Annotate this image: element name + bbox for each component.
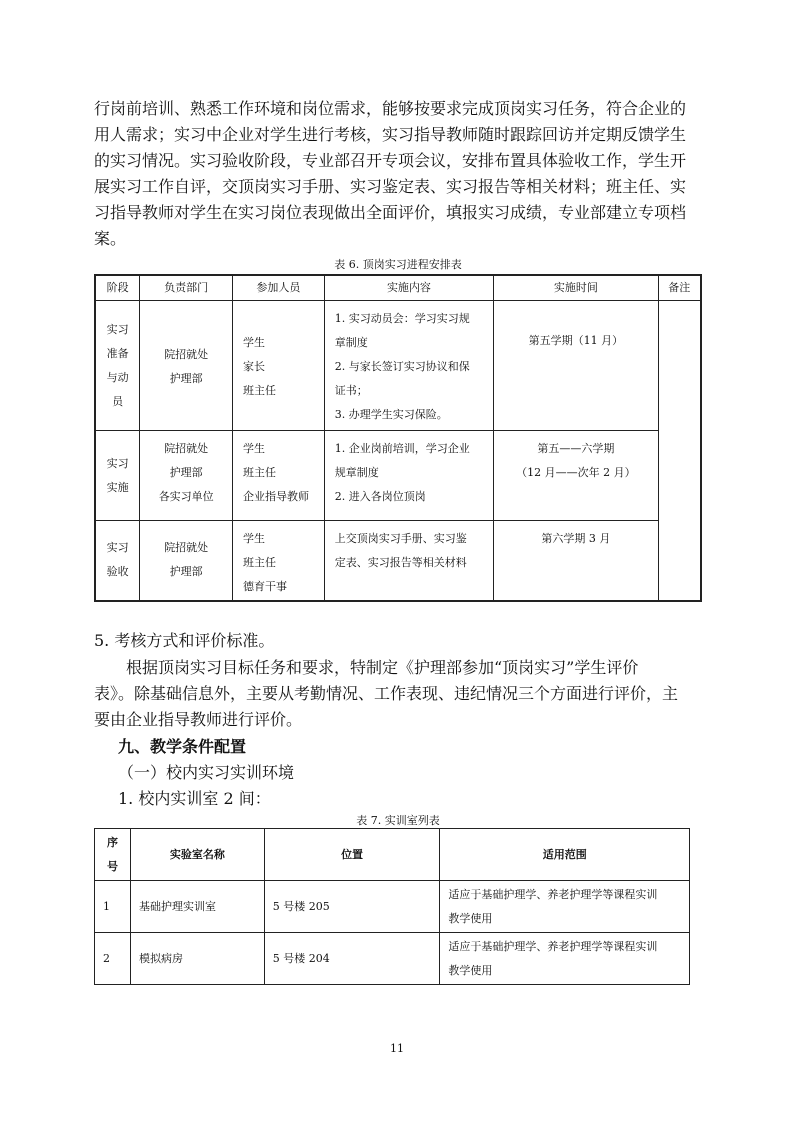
- people-text: 学生: [243, 442, 266, 455]
- dept-text: 院招就处: [164, 541, 209, 555]
- header-dept: 负责部门: [140, 275, 233, 301]
- stage-text: 与动: [106, 370, 129, 384]
- content-text: 上交顶岗实习手册、实习鉴: [334, 532, 467, 545]
- time-cell: [494, 301, 658, 431]
- row-scope: [440, 881, 690, 933]
- time-text: （12 月——次年 2 月）: [516, 466, 636, 479]
- dept-text: 护理部: [169, 466, 203, 479]
- table6-caption: 表 6. 顶岗实习进程安排表: [334, 258, 462, 271]
- table-row: [95, 881, 690, 933]
- header-no-text: 序: [106, 835, 118, 849]
- people-cell: [233, 301, 325, 431]
- heading-9-1-1: 1. 校内实训室 2 间：: [118, 789, 271, 808]
- content-text: 定表、实习报告等相关材料: [334, 556, 467, 569]
- section5-title: 5. 考核方式和评价标准。: [94, 631, 275, 650]
- row-no: 2: [95, 933, 131, 985]
- time-cell: [494, 431, 658, 521]
- stage-cell: [95, 431, 140, 521]
- people-text: 学生: [243, 532, 266, 545]
- people-cell: [233, 521, 325, 601]
- content-text: 证书；: [334, 384, 368, 397]
- table-row: [95, 431, 701, 521]
- content-text: 规章制度: [334, 466, 379, 479]
- notes-cell: [658, 301, 701, 601]
- intro-line: 行岗前培训、熟悉工作环境和岗位需求，能够按要求完成顶岗实习任务，符合企业的: [94, 99, 687, 118]
- heading-9-1: （一）校内实习实训环境: [118, 763, 295, 782]
- dept-text: 护理部: [169, 565, 203, 579]
- people-text: 班主任: [243, 384, 277, 397]
- table-header-row: [95, 275, 701, 301]
- scope-text: 适应于基础护理学、养老护理学等课程实训: [448, 887, 658, 901]
- table-row: [95, 933, 690, 985]
- intro-line: 用人需求；实习中企业对学生进行考核，实习指导教师随时跟踪回访并定期反馈学生: [94, 125, 687, 144]
- stage-text: 员: [112, 394, 124, 408]
- header-no: [95, 829, 131, 881]
- row-name: 模拟病房: [130, 933, 264, 985]
- content-cell: [324, 521, 493, 601]
- stage-text: 验收: [106, 565, 129, 579]
- header-notes: 备注: [658, 275, 701, 301]
- time-cell: [494, 521, 658, 601]
- stage-text: 实施: [106, 480, 129, 494]
- section5-line: 表》。除基础信息外，主要从考勤情况、工作表现、违纪情况三个方面进行评价，主: [94, 684, 679, 703]
- dept-text: 院招就处: [164, 348, 209, 361]
- schedule-table: [94, 274, 702, 602]
- scope-text: 教学使用: [448, 911, 493, 925]
- header-no-text: 号: [106, 859, 118, 873]
- row-name: 基础护理实训室: [130, 881, 264, 933]
- page-number: 11: [390, 1042, 404, 1055]
- row-no: 1: [95, 881, 131, 933]
- header-scope: 适用范围: [440, 829, 690, 881]
- stage-cell: [95, 301, 140, 431]
- row-scope: [440, 933, 690, 985]
- table-row: [95, 521, 701, 601]
- intro-line: 案。: [94, 229, 127, 248]
- content-text: 1. 企业岗前培训，学习企业: [334, 442, 470, 455]
- people-text: 企业指导教师: [243, 490, 310, 503]
- content-text: 2. 进入各岗位顶岗: [334, 490, 426, 503]
- dept-text: 院招就处: [164, 442, 209, 455]
- stage-text: 实习: [106, 322, 129, 336]
- dept-cell: [140, 521, 233, 601]
- row-location: 5 号楼 204: [264, 933, 440, 985]
- time-text: 第六学期 3 月: [541, 532, 611, 545]
- dept-cell: [140, 431, 233, 521]
- header-content: 实施内容: [324, 275, 493, 301]
- dept-text: 各实习单位: [158, 490, 214, 503]
- header-stage: 阶段: [95, 275, 140, 301]
- people-text: 班主任: [243, 466, 277, 479]
- content-text: 1. 实习动员会：学习实习规: [334, 312, 470, 325]
- stage-cell: [95, 521, 140, 601]
- header-people: 参加人员: [233, 275, 325, 301]
- intro-line: 习指导教师对学生在实习岗位表现做出全面评价，填报实习成绩，专业部建立专项档: [94, 203, 687, 222]
- people-cell: [233, 431, 325, 521]
- content-cell: [324, 301, 493, 431]
- dept-cell: [140, 301, 233, 431]
- people-text: 德育干事: [243, 580, 288, 593]
- content-cell: [324, 431, 493, 521]
- lab-table: [94, 828, 690, 985]
- scope-text: 教学使用: [448, 963, 493, 977]
- table-row: [95, 301, 701, 431]
- heading-9: 九、教学条件配置: [118, 737, 247, 756]
- intro-line: 展实习工作自评，交顶岗实习手册、实习鉴定表、实习报告等相关材料；班主任、实: [94, 177, 687, 196]
- table7-caption: 表 7. 实训室列表: [356, 814, 440, 827]
- header-location: 位置: [264, 829, 440, 881]
- section5-line: 根据顶岗实习目标任务和要求，特制定《护理部参加“顶岗实习”学生评价: [126, 658, 639, 677]
- content-text: 3. 办理学生实习保险。: [334, 408, 448, 421]
- section5-line: 要由企业指导教师进行评价。: [94, 710, 303, 729]
- scope-text: 适应于基础护理学、养老护理学等课程实训: [448, 939, 658, 953]
- table-header-row: [95, 829, 690, 881]
- time-text: 第五——六学期: [537, 442, 615, 455]
- stage-text: 实习: [106, 541, 129, 555]
- people-text: 学生: [243, 336, 266, 349]
- stage-text: 实习: [106, 456, 129, 470]
- content-text: 2. 与家长签订实习协议和保: [334, 360, 470, 373]
- people-text: 班主任: [243, 556, 277, 569]
- stage-text: 准备: [106, 346, 129, 360]
- people-text: 家长: [243, 360, 266, 373]
- dept-text: 护理部: [169, 372, 203, 385]
- header-name: 实验室名称: [130, 829, 264, 881]
- content-text: 章制度: [334, 336, 368, 349]
- time-text: 第五学期（11 月）: [528, 334, 624, 347]
- intro-line: 的实习情况。实习验收阶段，专业部召开专项会议，安排布置具体验收工作，学生开: [94, 151, 687, 170]
- row-location: 5 号楼 205: [264, 881, 440, 933]
- header-time: 实施时间: [494, 275, 658, 301]
